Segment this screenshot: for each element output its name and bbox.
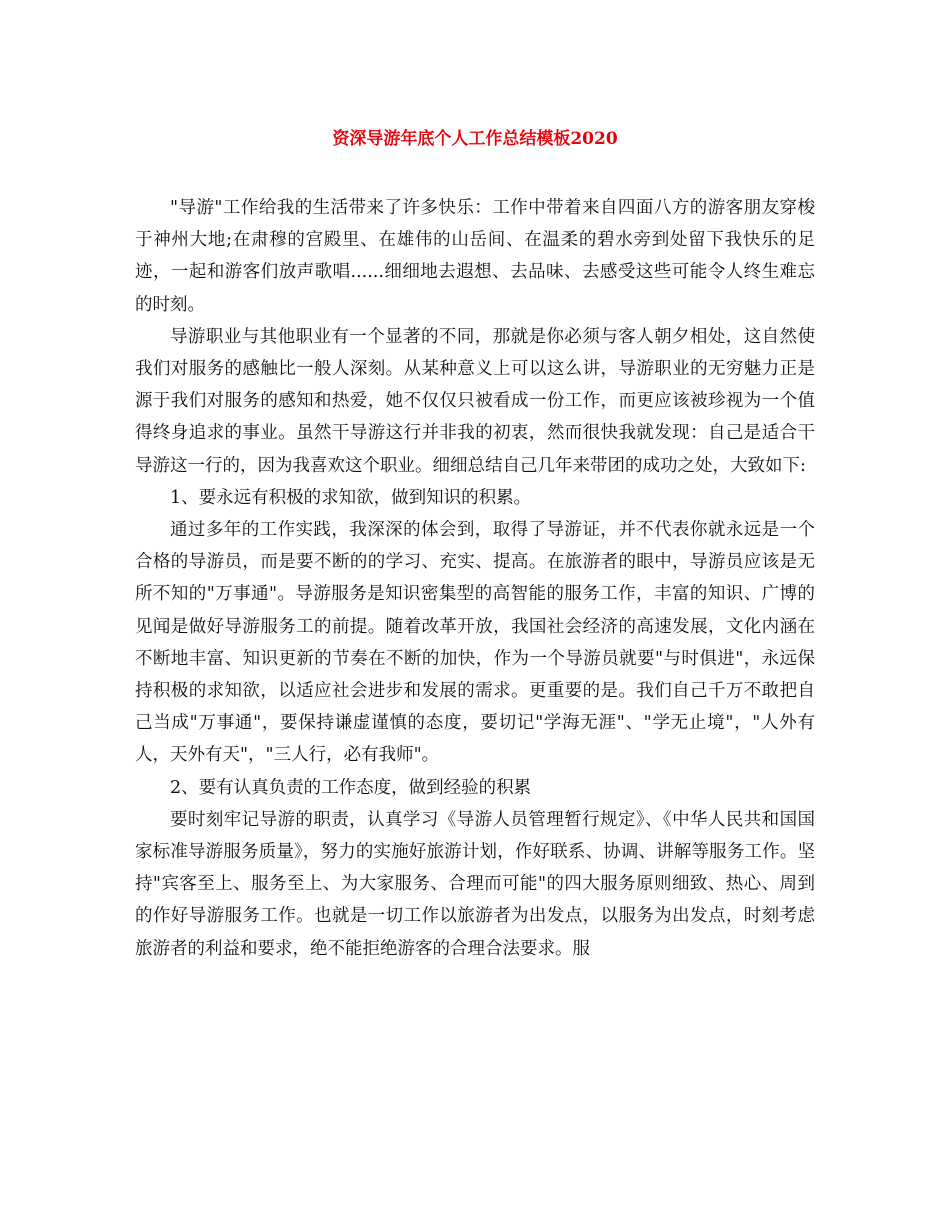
paragraph: "导游"工作给我的生活带来了许多快乐：工作中带着来自四面八方的游客朋友穿梭于神州大地;在肃穆的宫殿里、在雄伟的山岳间、在温柔的碧水旁到处留下我快乐的足迹，一起和游客们放声歌唱......细细地去遐想、去品味、去感受这些可能令人终生难忘的时刻。 — [135, 198, 815, 315]
paragraph: 要时刻牢记导游的职责，认真学习《导游人员管理暂行规定》、《中华人民共和国国家标准导游服务质量》，努力的实施好旅游计划，作好联系、协调、讲解等服务工作。坚持"宾客至上、服务至上、为大家服务、合理而可能"的四大服务原则细致、热心、周到的作好导游服务工作。也就是一切工作以旅游者为出发点，以服务为出发点，时刻考虑旅游者的利益和要求，绝不能拒绝游客的合理合法要求。服 — [135, 809, 815, 959]
paragraph: 导游职业与其他职业有一个显著的不同，那就是你必须与客人朝夕相处，这自然使我们对服务的感触比一般人深刻。从某种意义上可以这么讲，导游职业的无穷魅力正是源于我们对服务的感知和热爱，她不仅仅只被看成一份工作，而更应该被珍视为一个值得终身追求的事业。虽然干导游这行并非我的初衷，然而很快我就发现：自己是适合干导游这一行的，因为我喜欢这个职业。细细总结自己几年来带团的成功之处，大致如下: — [135, 326, 815, 476]
document-body — [135, 192, 815, 965]
section-heading: 1、要永远有积极的求知欲，做到知识的积累。 — [170, 487, 532, 508]
paragraph: 通过多年的工作实践，我深深的体会到，取得了导游证，并不代表你就永远是一个合格的导游员，而是要不断的的学习、充实、提高。在旅游者的眼中，导游员应该是无所不知的"万事通"。导游服务是知识密集型的高智能的服务工作，丰富的知识、广博的见闻是做好导游服务工的前提。随着改革开放，我国社会经济的高速发展，文化内涵在不断地丰富、知识更新的节奏在不断的加快，作为一个导游员就要"与时俱进"，永远保持积极的求知欲，以适应社会进步和发展的需求。更重要的是。我们自己千万不敢把自己当成"万事通"，要保持谦虚谨慎的态度，要切记"学海无涯"、"学无止境"，"人外有人，天外有天"，"三人行，必有我师"。 — [135, 520, 815, 766]
document-title: 资深导游年底个人工作总结模板2020 — [332, 129, 618, 149]
section-heading: 2、要有认真负责的工作态度，做到经验的积累 — [170, 777, 532, 798]
